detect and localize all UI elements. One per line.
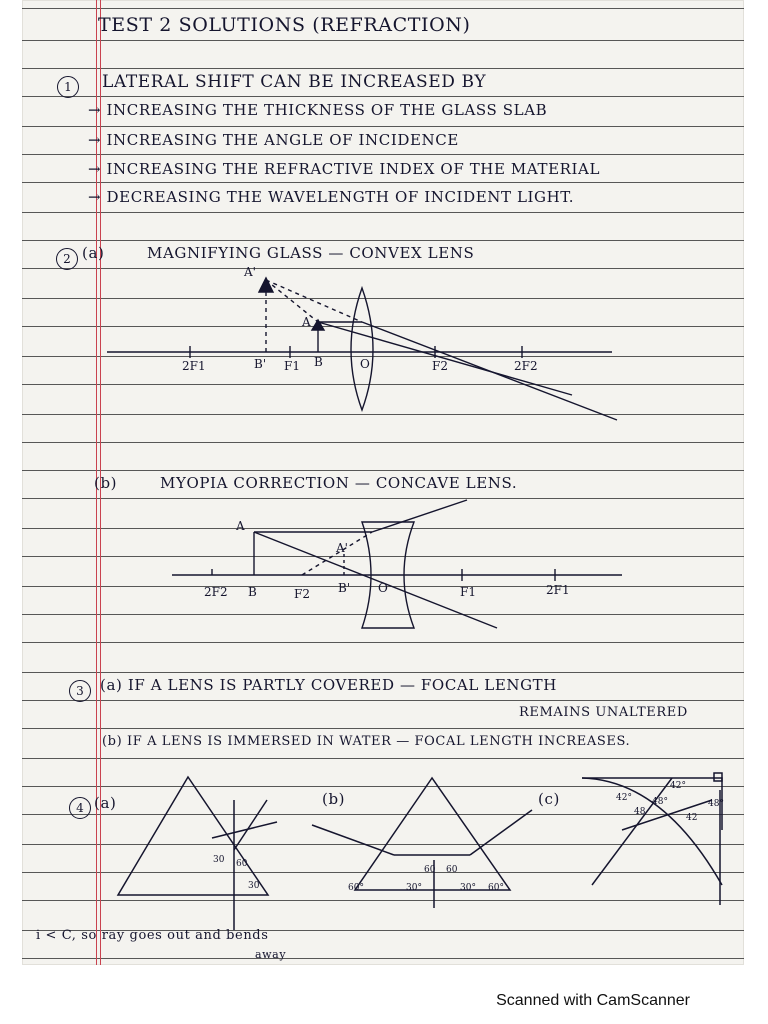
angle-c-3: 42° [670, 781, 686, 791]
label-b-f2: F2 [294, 587, 310, 601]
label-b: B [314, 355, 323, 369]
q4a-label: (a) [94, 794, 117, 812]
q2b-label: (b) [94, 474, 118, 492]
prism-diagrams [22, 0, 744, 965]
label-b-b: B [248, 585, 257, 599]
label-b-2f2: 2F2 [204, 585, 228, 599]
scanner-watermark: Scanned with CamScanner [496, 992, 690, 1009]
label-2f1: 2F1 [182, 359, 206, 373]
angle-b-5: 30° [460, 883, 476, 893]
angle-c-5: 48° [708, 799, 724, 809]
question-number-2: 2 [56, 248, 78, 270]
q4-note-continued: away [255, 948, 287, 961]
q2a-text: MAGNIFYING GLASS — CONVEX LENS [147, 244, 475, 262]
angle-a-3: 30 [248, 881, 260, 891]
label-o: O [360, 357, 370, 371]
angle-a-2: 60 [236, 859, 248, 869]
q4-note: i < C, so ray goes out and bends [36, 928, 269, 943]
question-number-3: 3 [69, 680, 91, 702]
angle-c-2: 48 [634, 807, 646, 817]
label-b-a: A [236, 519, 245, 533]
label-f2: F2 [432, 359, 448, 373]
question-number-4: 4 [69, 797, 91, 819]
label-b-b-prime: B' [338, 581, 351, 595]
label-b-prime: B' [254, 357, 267, 371]
q1-point-1: → INCREASING THE THICKNESS OF THE GLASS SLAB [88, 101, 548, 119]
label-b-a-prime: A' [336, 541, 348, 555]
q1-point-4: → DECREASING THE WAVELENGTH OF INCIDENT LIGHT. [88, 188, 575, 206]
angle-b-3: 60° [348, 883, 364, 893]
q2a-label: (a) [82, 244, 105, 262]
angle-b-6: 60° [488, 883, 504, 893]
q4b-label: (b) [322, 790, 346, 808]
angle-c-6: 42 [686, 813, 698, 823]
angle-b-1: 60 [424, 865, 436, 875]
q3b-text: (b) IF A LENS IS IMMERSED IN WATER — FOCAL LENGTH INCREASES. [102, 734, 631, 749]
angle-c-1: 42° [616, 793, 632, 803]
label-a-prime: A' [244, 265, 256, 279]
label-b-2f1: 2F1 [546, 583, 570, 597]
q1-point-3: → INCREASING THE REFRACTIVE INDEX OF THE MATERIAL [88, 160, 601, 178]
q3a-continued: REMAINS UNALTERED [519, 705, 688, 720]
notebook-page [22, 0, 744, 965]
label-b-o: O [378, 581, 388, 595]
q4c-label: (c) [538, 790, 560, 808]
q1-point-2: → INCREASING THE ANGLE OF INCIDENCE [88, 131, 459, 149]
angle-a-1: 30 [213, 855, 225, 865]
q2b-text: MYOPIA CORRECTION — CONCAVE LENS. [160, 474, 518, 492]
q3a-text: (a) IF A LENS IS PARTLY COVERED — FOCAL LENGTH [100, 676, 557, 694]
label-a: A [302, 315, 311, 329]
label-b-f1: F1 [460, 585, 476, 599]
question-number-1: 1 [57, 76, 79, 98]
q1-heading: LATERAL SHIFT CAN BE INCREASED BY [102, 72, 487, 92]
angle-b-2: 60 [446, 865, 458, 875]
page-title: TEST 2 SOLUTIONS (REFRACTION) [98, 14, 471, 36]
label-2f2: 2F2 [514, 359, 538, 373]
label-f1: F1 [284, 359, 300, 373]
angle-c-4: 48° [652, 797, 668, 807]
angle-b-4: 30° [406, 883, 422, 893]
